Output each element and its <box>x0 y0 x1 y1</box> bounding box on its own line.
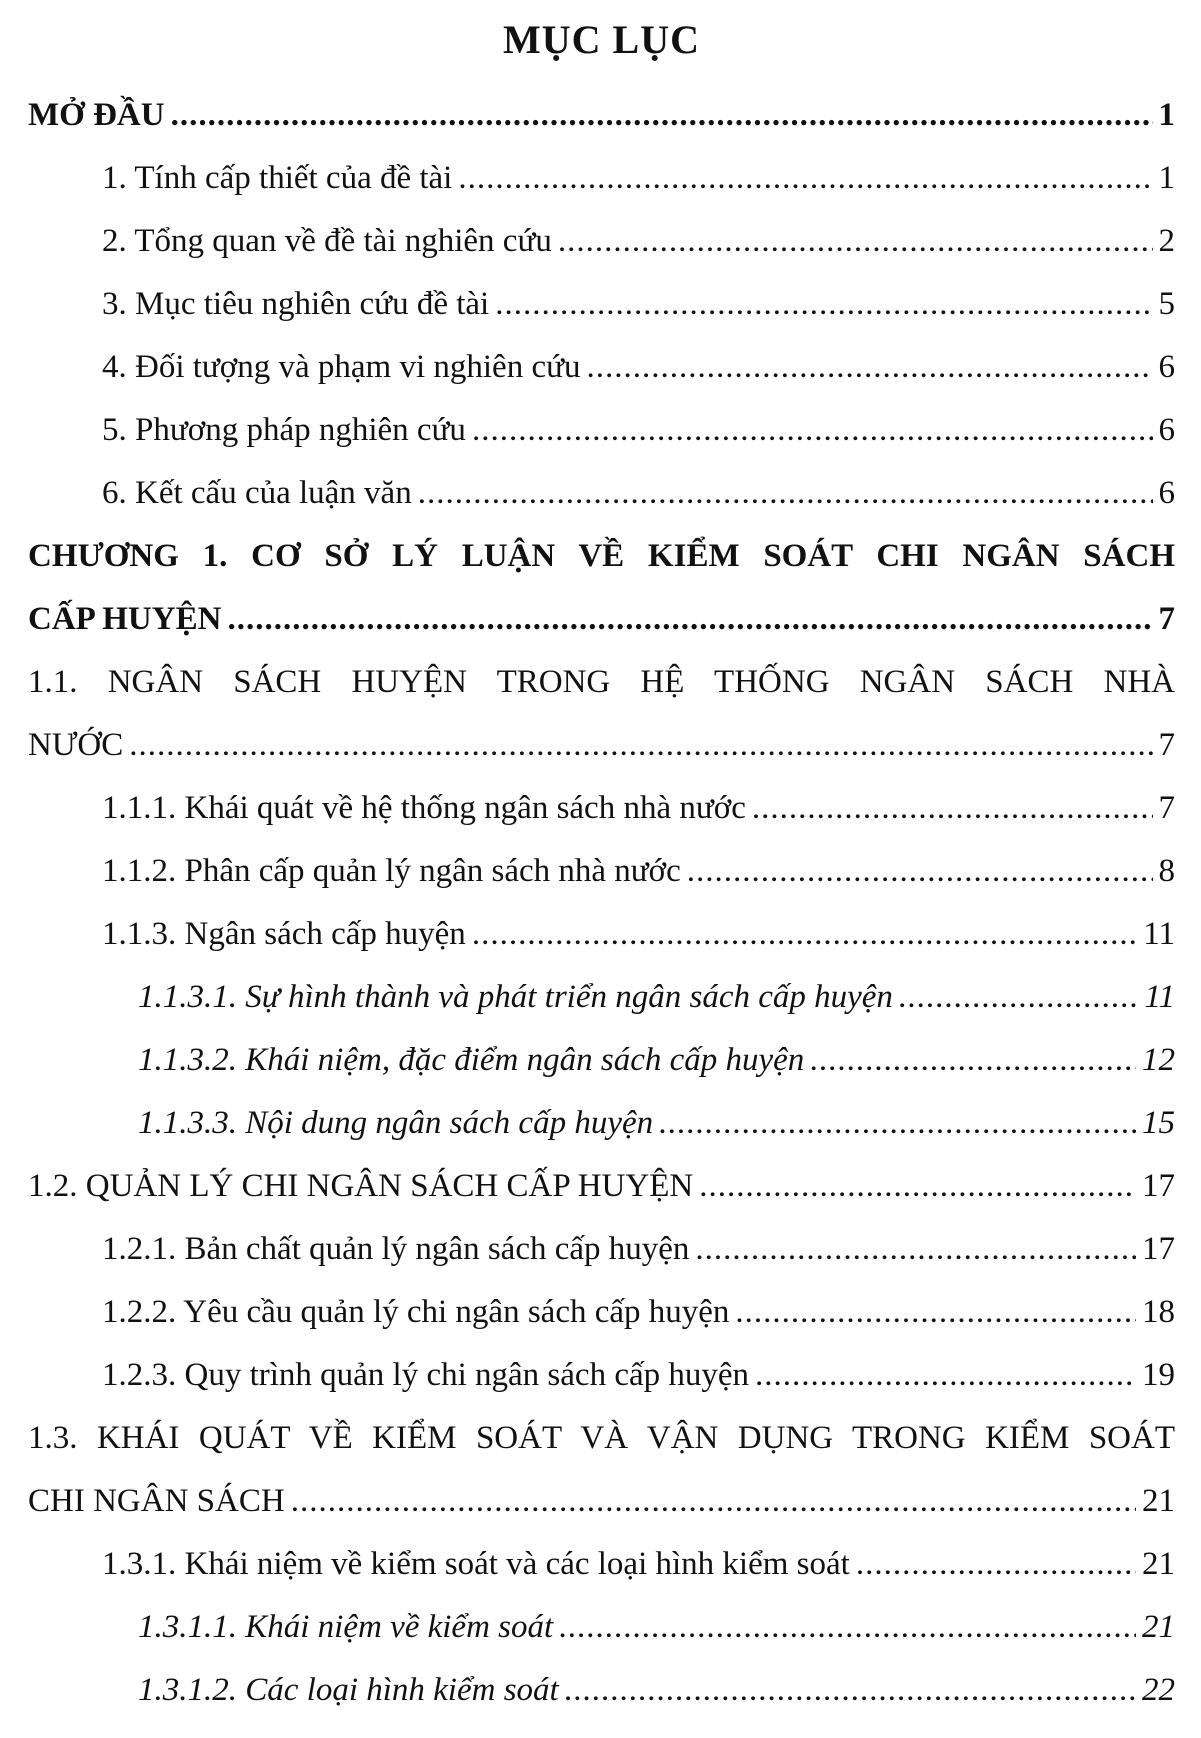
toc-entry[interactable] <box>28 1281 1175 1344</box>
toc-entry[interactable] <box>28 1596 1175 1659</box>
dot-leader <box>856 1533 1136 1596</box>
dot-leader <box>810 1029 1136 1092</box>
toc-entry-label: 1.3.1. Khái niệm về kiểm soát và các loại hình kiểm soát <box>102 1546 850 1582</box>
toc-entry-heading-line[interactable]: 1.3. KHÁI QUÁT VỀ KIỂM SOÁT VÀ VẬN DỤNG TRONG KIỂM SOÁT <box>28 1420 1175 1456</box>
dot-leader <box>559 1596 1136 1659</box>
dot-leader <box>227 588 1152 651</box>
toc-entry-label: 1.1.1. Khái quát về hệ thống ngân sách nhà nước <box>102 790 746 826</box>
toc-entry[interactable] <box>28 147 1175 210</box>
toc-entry[interactable] <box>28 1092 1175 1155</box>
toc-entry[interactable] <box>28 399 1175 462</box>
toc-entry[interactable] <box>28 462 1175 525</box>
toc-entry-label: 1.3.1.2. Các loại hình kiểm soát <box>138 1672 559 1708</box>
toc-entry-label: 1. Tính cấp thiết của đề tài <box>102 160 453 196</box>
toc-entry[interactable] <box>28 84 1175 147</box>
dot-leader <box>752 777 1153 840</box>
toc-entry[interactable] <box>28 903 1175 966</box>
toc-entry-label: 1.2. QUẢN LÝ CHI NGÂN SÁCH CẤP HUYỆN <box>28 1168 694 1204</box>
toc-entry-page: 6 <box>1158 475 1175 511</box>
dot-leader <box>565 1659 1136 1722</box>
dot-leader <box>558 210 1153 273</box>
toc-entry-label: 1.1.3.3. Nội dung ngân sách cấp huyện <box>138 1105 654 1141</box>
toc-entry-page: 18 <box>1142 1294 1175 1330</box>
toc-entry-label: 1.2.3. Quy trình quản lý chi ngân sách cấp huyện <box>102 1357 750 1393</box>
toc-entry-label: 1.1.2. Phân cấp quản lý ngân sách nhà nước <box>102 853 681 889</box>
toc-entry[interactable] <box>28 336 1175 399</box>
dot-leader <box>418 462 1153 525</box>
toc-entry-page: 21 <box>1142 1546 1175 1582</box>
toc-entry[interactable] <box>28 966 1175 1029</box>
dot-leader <box>129 714 1152 777</box>
toc-entry-label: 2. Tổng quan về đề tài nghiên cứu <box>102 223 552 259</box>
toc-entry-label: 1.1.3. Ngân sách cấp huyện <box>102 916 466 952</box>
toc-entry[interactable] <box>28 273 1175 336</box>
toc-entry[interactable] <box>28 1470 1175 1533</box>
toc-entry-page: 1 <box>1158 160 1175 196</box>
toc-entry[interactable] <box>28 1155 1175 1218</box>
toc-entry-page: 8 <box>1158 853 1175 889</box>
toc-entry[interactable] <box>28 1029 1175 1092</box>
toc-entry[interactable] <box>28 1533 1175 1596</box>
toc-entry-page: 12 <box>1142 1042 1175 1078</box>
toc-entry-label: CẤP HUYỆN <box>28 601 222 637</box>
toc-entry-heading-line[interactable]: 1.1. NGÂN SÁCH HUYỆN TRONG HỆ THỐNG NGÂN SÁCH NHÀ <box>28 664 1175 700</box>
dot-leader <box>472 399 1153 462</box>
toc-entry-page: 7 <box>1158 790 1175 826</box>
toc-entry[interactable] <box>28 1218 1175 1281</box>
toc-entry[interactable] <box>28 210 1175 273</box>
dot-leader <box>695 1218 1136 1281</box>
dot-leader <box>899 966 1139 1029</box>
dot-leader <box>472 903 1137 966</box>
toc-entry-page: 6 <box>1158 412 1175 448</box>
toc-entry-label: 1.2.1. Bản chất quản lý ngân sách cấp huyện <box>102 1231 690 1267</box>
toc-entry-page: 22 <box>1142 1672 1175 1708</box>
toc-entry-page: 21 <box>1142 1609 1175 1645</box>
toc-entry-page: 17 <box>1142 1231 1175 1267</box>
toc-entry-page: 11 <box>1144 979 1175 1015</box>
toc-entry[interactable] <box>28 1344 1175 1407</box>
toc-entry-label: 1.1.3.1. Sự hình thành và phát triển ngân sách cấp huyện <box>138 979 893 1015</box>
dot-leader <box>699 1155 1136 1218</box>
dot-leader <box>458 147 1152 210</box>
table-of-contents <box>28 84 1175 1722</box>
toc-entry-page: 7 <box>1158 601 1175 637</box>
dot-leader <box>291 1470 1136 1533</box>
toc-entry-page: 17 <box>1142 1168 1175 1204</box>
dot-leader <box>495 273 1152 336</box>
toc-entry-page: 11 <box>1143 916 1175 952</box>
toc-entry-label: MỞ ĐẦU <box>28 97 165 133</box>
dot-leader <box>687 840 1153 903</box>
toc-entry-page: 5 <box>1158 286 1175 322</box>
toc-entry-page: 2 <box>1158 223 1175 259</box>
toc-entry-label: 4. Đối tượng và phạm vi nghiên cứu <box>102 349 581 385</box>
dot-leader <box>755 1344 1136 1407</box>
toc-entry-heading-line[interactable]: CHƯƠNG 1. CƠ SỞ LÝ LUẬN VỀ KIỂM SOÁT CHI NGÂN SÁCH <box>28 538 1175 574</box>
toc-entry-page: 6 <box>1158 349 1175 385</box>
toc-entry-label: 5. Phương pháp nghiên cứu <box>102 412 466 448</box>
toc-entry-page: 15 <box>1142 1105 1175 1141</box>
dot-leader <box>659 1092 1136 1155</box>
toc-entry-label: 3. Mục tiêu nghiên cứu đề tài <box>102 286 490 322</box>
toc-entry-label: 6. Kết cấu của luận văn <box>102 475 412 511</box>
toc-entry-label: 1.2.2. Yêu cầu quản lý chi ngân sách cấp huyện <box>102 1294 730 1330</box>
page-title: MỤC LỤC <box>503 17 700 62</box>
toc-entry[interactable] <box>28 777 1175 840</box>
toc-entry[interactable] <box>28 1659 1175 1722</box>
toc-entry-page: 19 <box>1142 1357 1175 1393</box>
toc-entry-label: 1.1.3.2. Khái niệm, đặc điểm ngân sách cấp huyện <box>138 1042 805 1078</box>
toc-entry-page: 21 <box>1142 1483 1175 1519</box>
toc-entry-label: 1.3.1.1. Khái niệm về kiểm soát <box>138 1609 554 1645</box>
dot-leader <box>735 1281 1136 1344</box>
toc-entry[interactable] <box>28 588 1175 651</box>
toc-entry-label: NƯỚC <box>28 727 124 763</box>
toc-entry-label: CHI NGÂN SÁCH <box>28 1483 285 1519</box>
toc-entry[interactable] <box>28 840 1175 903</box>
dot-leader <box>586 336 1152 399</box>
dot-leader <box>171 84 1153 147</box>
toc-entry-page: 7 <box>1158 727 1175 763</box>
toc-entry-page: 1 <box>1158 97 1175 133</box>
toc-entry[interactable] <box>28 714 1175 777</box>
